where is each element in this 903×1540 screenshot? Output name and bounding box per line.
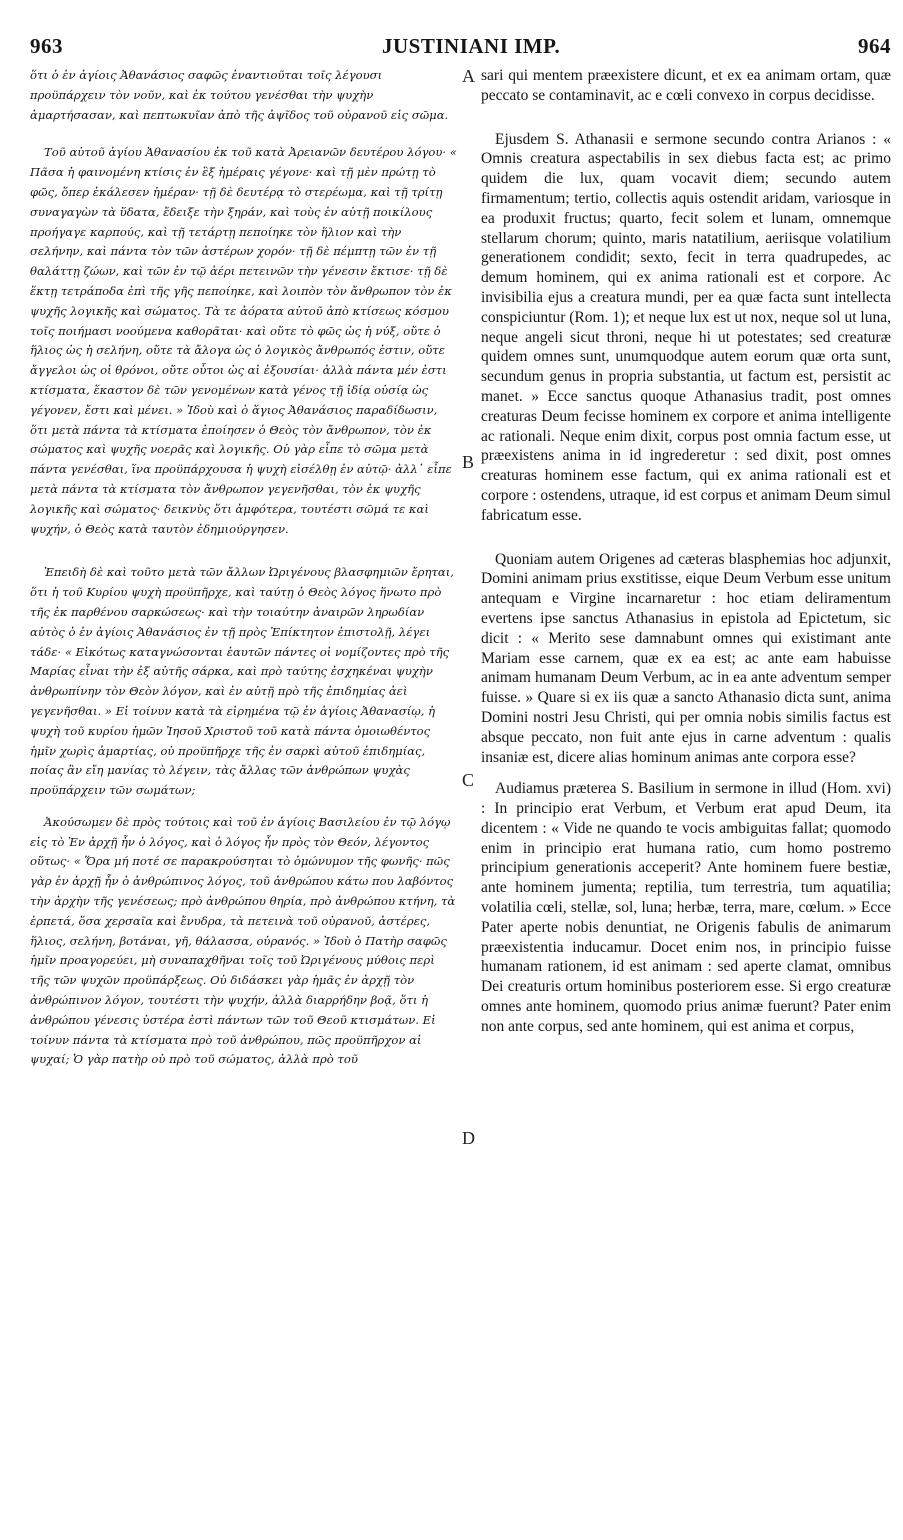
margin-letter-c: C: [462, 770, 475, 790]
latin-paragraph-3: Quoniam autem Origenes ad cæteras blasphemias hoc adjunxit, Domini animam prius exstitisse, eique Deum Verbum esse unitum antequam e Virgine incarnaretur : hoc etiam deliramentum evertens ipse sanctus Athanasius in epistola ad Epictetum, sic dicit : « Merito sese damnabunt omnes qui existimant ante Mariam esse carnem, quæ ex ea est; ac ante eam habuisse animam humanam Deum Verbum, ac in ea ante adventum semper fuisse. » Quare si ex iis quæ a sancto Athanasio dicta sunt, anima Domini nostri Jesu Christi, qui per omnia nobis similis factus est absque peccato, non fuit ante ejus in carne adventum : qualis insaniæ est, dicere alias hominum animas ante corpora esse?: [481, 550, 891, 766]
greek-column: [30, 66, 457, 1070]
greek-paragraph-3: Ἐπειδὴ δὲ καὶ τοῦτο μετὰ τῶν ἄλλων Ὠριγένους βλασφημιῶν ἔρηται, ὅτι ἡ τοῦ Κυρίου ψυχὴ προϋπῆρχε, καὶ ταύτῃ ὁ Θεὸς λόγος ἥνωτο πρὸ τῆς ἐκ παρθένου σαρκώσεως· καὶ τὴν τοιαύτην ἀναιρῶν ληρωδίαν αὐτὸς ὁ ἐν ἁγίοις Ἀθανάσιος ἐν τῇ πρὸς Ἐπίκτητον ἐπιστολῇ, λέγει τάδε· « Εἰκότως καταγνώσονται ἑαυτῶν πάντες οἱ νομίζοντες πρὸ τῆς Μαρίας εἶναι τὴν ἐξ αὐτῆς σάρκα, καὶ πρὸ ταύτης ἐσχηκέναι ψυχὴν ἀνθρωπίνην τὸν Θεὸν λόγον, καὶ ἐν αὐτῇ πρὸ τῆς ἐπιδημίας ἀεὶ γεγενῆσθαι. » Εἰ τοίνυν κατὰ τὰ εἰρημένα τῷ ἐν ἁγίοις Ἀθανασίῳ, ἡ ψυχὴ τοῦ κυρίου ἡμῶν Ἰησοῦ Χριστοῦ τοῦ κατὰ πάντα ὁμοιωθέντος ἡμῖν χωρὶς ἁμαρτίας, οὐ προϋπῆρχε τῆς ἐν σαρκὶ αὐτοῦ ἐπιδημίας, ποίας ἂν εἴη μανίας τὸ λέγειν, τὰς ἄλλας τῶν ἀνθρώπων ψυχὰς προϋπάρχειν τῶν σωμάτων;: [30, 565, 454, 798]
margin-letter-a: A: [462, 66, 475, 86]
margin-letter-d: D: [462, 1128, 475, 1148]
left-page-number: 963: [30, 34, 63, 58]
latin-paragraph-1: sari qui mentem præexistere dicunt, et ex ea animam ortam, quæ peccato se contaminavit, ac e cœli convexo in corpus decidisse.: [481, 67, 891, 104]
running-title: JUSTINIANI IMP.: [382, 34, 561, 58]
latin-column: [481, 66, 891, 1037]
latin-paragraph-2: Ejusdem S. Athanasii e sermone secundo contra Arianos : « Omnis creatura aspectabilis in sex diebus facta est; ac primo quidem die lux, quam vocavit diem; secundo autem firmamentum; tertio, collectis aquis ostendit aridam, variosque in ea produxit fructus; quarto, fecit solem et lunam, omnemque stellarum chorum; quinto, maris natatilium, aeriisque volatilium generationem condidit; sexto, fecit in terra quadrupedes, ac demum hominem, qui ex anima rationali est et corpore. Ac invisibilia ejus a creatura mundi, per ea quæ facta sunt intellecta conspiciuntur (Rom. 1); et neque lux est ut nox, neque sol ut luna, neque angeli sicut throni, neque hi ut potestates; sed creaturæ quidem omnes sunt, unumquodque autem eorum quæ orta sunt, secundum genus in propria substantia, ut factum est, persistit ac manet. » Ecce sanctus quoque Athanasius tradit, post omnes creaturas Deum fecisse hominem ex corpore et anima intelligente ac rationali. Neque enim dixit, corpus post omnia factum esse, ut præexistens anima in id ingrederetur : sed dixit, post omnes creaturas hominem esse factum, qui ex anima rationali est et corpore : ostendens, utraque, id est corpus et animam Deum simul fabricatum esse.: [481, 130, 891, 524]
greek-paragraph-4: Ἀκούσωμεν δὲ πρὸς τούτοις καὶ τοῦ ἐν ἁγίοις Βασιλείου ἐν τῷ λόγῳ εἰς τὸ Ἐν ἀρχῇ ἦν ὁ λόγος, καὶ ὁ λόγος ἦν πρὸς τὸν Θεόν, λέγοντος οὕτως· « Ὅρα μή ποτέ σε παρακρούσηται τὸ ὁμώνυμον τῆς φωνῆς· πῶς γὰρ ἐν ἀρχῇ ἦν ὁ ἀνθρώπινος λόγος, τοῦ ἀνθρώπου κάτω που λαβόντος τὴν ἀρχὴν τῆς γενέσεως; πρὸ ἀνθρώπου θηρία, πρὸ ἀνθρώπου κτήνη, τὰ ἑρπετά, ὅσα χερσαῖα καὶ ἔνυδρα, τὰ πετεινὰ τοῦ οὐρανοῦ, ἀστέρες, ἥλιος, σελήνη, βοτάναι, γῆ, θάλασσα, οὐρανός. » Ἰδοὺ ὁ Πατὴρ σαφῶς ἡμῖν προαγορεύει, μὴ συναπαχθῆναι τοῖς τοῦ Ὠριγένους μύθοις περὶ τῆς τῶν ψυχῶν προϋπάρξεως. Οὐ διδάσκει γὰρ ἡμᾶς ἐν ἀρχῇ τὸν ἀνθρώπινον λόγον, τουτέστι τὴν ψυχήν, ἀλλὰ διαρρήδην βοᾷ, ὅτι ἡ ἀνθρώπου γένεσις ὑστέρα ἐστὶ πάντων τῶν τοῦ Θεοῦ κτισμάτων. Εἰ τοίνυν πάντα τὰ κτίσματα πρὸ τοῦ ἀνθρώπου, πῶς προϋπῆρχον αἱ ψυχαί; Ὁ γὰρ πατὴρ οὐ πρὸ τοῦ σώματος, ἀλλὰ πρὸ τοῦ: [30, 814, 456, 1067]
right-page-number: 964: [858, 34, 891, 58]
greek-paragraph-1: ὅτι ὁ ἐν ἁγίοις Ἀθανάσιος σαφῶς ἐναντιοῦται τοῖς λέγουσι προϋπάρχειν τὸν νοῦν, καὶ ἐκ τούτου γενέσθαι τὴν ψυχὴν ἁμαρτήσασαν, καὶ πεπτωκυῖαν ἀπὸ τῆς ἀψῖδος τοῦ οὐρανοῦ εἰς σῶμα.: [30, 68, 449, 122]
greek-paragraph-2: Τοῦ αὐτοῦ ἁγίου Ἀθανασίου ἐκ τοῦ κατὰ Ἀρειανῶν δευτέρου λόγου· « Πᾶσα ἡ φαινομένη κτίσις ἐν ἓξ ἡμέραις γέγονε· καὶ τῇ μὲν πρώτῃ τὸ φῶς, ὅπερ ἐκάλεσεν ἡμέραν· τῇ δὲ δευτέρᾳ τὸ στερέωμα, καὶ τῇ τρίτῃ συναγαγὼν τὰ ὕδατα, ἔδειξε τὴν ξηράν, καὶ τοὺς ἐν αὐτῇ ποικίλους προήγαγε καρπούς, καὶ τῇ τετάρτῃ πεποίηκε τὸν ἥλιον καὶ τὴν σελήνην, καὶ πάντα τὸν τῶν ἀστέρων χορόν· τῇ δὲ πέμπτῃ τῶν ἐν τῇ θαλάττῃ ζώων, καὶ τῶν ἐν τῷ ἀέρι πετεινῶν τὴν γένεσιν ἔκτισε· τῇ δὲ ἕκτῃ τετράποδα ἐπὶ τῆς γῆς πεποίηκε, καὶ λοιπὸν τὸν ἄνθρωπον τὸν ἐκ ψυχῆς λογικῆς καὶ σώματος. Τὰ τε ἀόρατα αὐτοῦ ἀπὸ κτίσεως κόσμου τοῖς ποιήμασι νοούμενα καθορᾶται· καὶ οὔτε τὸ φῶς ὡς ἡ νύξ, οὔτε ὁ ἥλιος ὡς ἡ σελήνη, οὔτε τὰ ἄλογα ὡς ὁ λογικὸς ἄνθρωπός ἐστιν, οὔτε ἄγγελοι ὡς οἱ θρόνοι, οὔτε οὗτοι ὡς αἱ ἐξουσίαι· ἀλλὰ πάντα μέν ἐστι κτίσματα, ἕκαστον δὲ τῶν γενομένων κατὰ γένος τῇ ἰδίᾳ οὐσίᾳ ὡς γέγονεν, ἔστι καὶ μένει. » Ἰδοὺ καὶ ὁ ἅγιος Ἀθανάσιος παραδίδωσιν, ὅτι μετὰ πάντα τὰ κτίσματα ἐποίησεν ὁ Θεὸς τὸν ἄνθρωπον, τὸν ἐκ σώματος καὶ ψυχῆς νοερᾶς καὶ λογικῆς. Οὐ γὰρ εἶπε τὸ σῶμα μετὰ πάντα γενέσθαι, ἵνα προϋπάρχουσα ἡ ψυχὴ εἰσέλθῃ ἐν αὐτῷ· ἀλλ᾽ εἶπε μετὰ πάντα τὰ κτίσματα τὸν ἄνθρωπον γεγενῆσθαι, τὸν ἐκ ψυχῆς λογικῆς καὶ σώματος· δεικνὺς ὅτι ἀμφότερα, τουτέστι σῶμά τε καὶ ψυχήν, ὁ Θεὸς κατὰ ταυτὸν ἐδημιούργησεν.: [30, 145, 457, 536]
margin-letter-b: B: [462, 452, 475, 472]
latin-paragraph-4: Audiamus præterea S. Basilium in sermone in illud (Hom. xvi) : In principio erat Verbum, et Verbum erat apud Deum, ita dicentem : « Vide ne quando te vocis ambiguitas fallat; quomodo enim in principio erat humana ratio, cum homo postremo principium generationis acceperit? Ante hominem fuere bestiæ, ante hominem jumenta; reptilia, tum terrestria, tum aquatilia; volatilia cœli, stellæ, sol, luna; herbæ, terra, mare, cœlum. » Ecce Pater aperte nobis denuntiat, ne Origenis fabulis de animarum præexistentia inducamur. Docet enim nos, in principio fuisse humanam rationem, id est animam : sed aperte clamat, omnibus Dei creaturis ortum hominibus posteriorem esse. Si ergo creaturæ omnes ante hominem, quomodo prius animæ fuerunt? Pater enim non ante corpus, sed ante hominem, qui est anima et corpus,: [481, 780, 891, 1035]
